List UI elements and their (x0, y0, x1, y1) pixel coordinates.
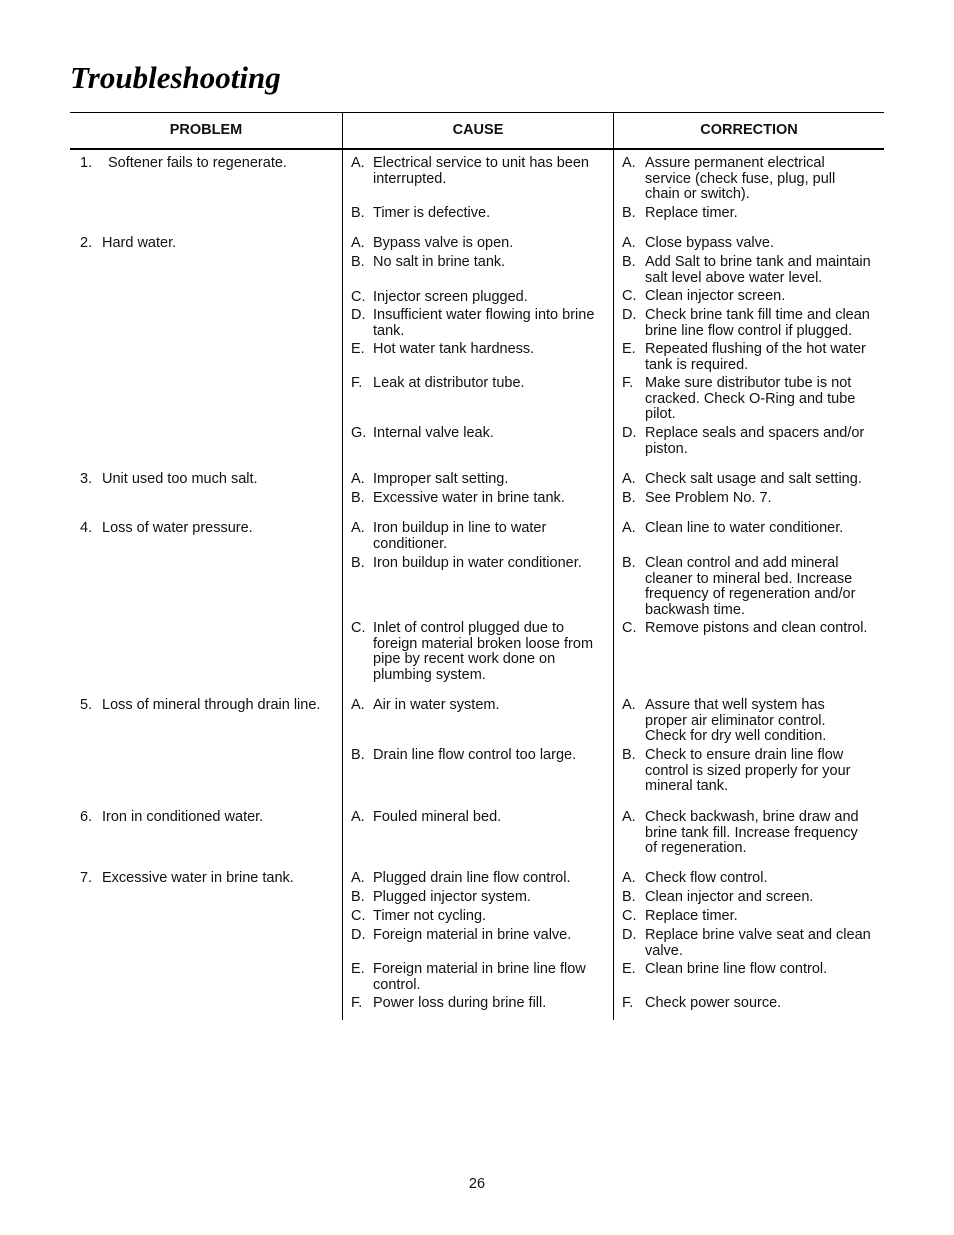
cause-letter: B. (351, 205, 365, 221)
correction-line: of regeneration. (645, 840, 747, 857)
cause-letter: F. (351, 995, 363, 1011)
correction-line: Check salt usage and salt setting. (645, 471, 862, 487)
correction-line: Check brine tank fill time and clean (645, 307, 870, 323)
correction-line: cleaner to mineral bed. Increase (645, 570, 853, 587)
cause-line: tank. (373, 322, 405, 339)
correction-line: Repeated flushing of the hot water (645, 341, 866, 357)
correction-line: salt level above water level. (645, 269, 823, 286)
correction-line: Replace seals and spacers and/or (645, 425, 865, 441)
cause-line: interrupted. (373, 170, 447, 187)
problem-text: Softener fails to regenerate. (108, 155, 287, 171)
cause-letter: A. (351, 471, 365, 487)
cause-letter: A. (351, 520, 365, 536)
correction-line: Clean brine line flow control. (645, 961, 828, 977)
cause-letter: C. (351, 620, 366, 636)
correction-line: valve. (645, 942, 683, 959)
cause-letter: A. (351, 155, 365, 171)
cause-line: control. (373, 976, 421, 993)
correction-letter: B. (622, 490, 636, 506)
cause-letter: E. (351, 961, 365, 977)
correction-line: Remove pistons and clean control. (645, 620, 868, 636)
cause-letter: A. (351, 235, 365, 251)
correction-line: backwash time. (645, 601, 745, 618)
correction-letter: F. (622, 375, 634, 391)
correction-line: Replace timer. (645, 205, 738, 221)
correction-letter: A. (622, 809, 636, 825)
cause-line: Timer is defective. (373, 205, 491, 221)
cause-letter: C. (351, 289, 366, 305)
cause-line: conditioner. (373, 535, 448, 552)
problem-text: Loss of water pressure. (102, 520, 253, 536)
correction-letter: D. (622, 425, 637, 441)
correction-line: chain or switch). (645, 186, 750, 203)
cause-line: Insufficient water flowing into brine (373, 307, 595, 323)
problem-number: 6. (80, 809, 93, 825)
correction-line: Close bypass valve. (645, 235, 774, 251)
correction-letter: D. (622, 927, 637, 943)
correction-line: brine tank fill. Increase frequency (645, 824, 858, 841)
problem-text: Loss of mineral through drain line. (102, 697, 321, 713)
cause-letter: E. (351, 341, 365, 357)
cause-letter: G. (351, 425, 367, 441)
correction-letter: B. (622, 254, 636, 270)
cause-line: Iron buildup in line to water (373, 520, 547, 536)
cause-line: plumbing system. (373, 666, 486, 683)
cause-line: foreign material broken loose from (373, 635, 594, 652)
column-header-problem: PROBLEM (169, 122, 243, 138)
correction-letter: A. (622, 870, 636, 886)
cause-letter: A. (351, 870, 365, 886)
correction-line: See Problem No. 7. (645, 490, 772, 506)
problem-text: Iron in conditioned water. (102, 809, 264, 825)
correction-line: Add Salt to brine tank and maintain (645, 254, 871, 270)
correction-line: Clean control and add mineral (645, 555, 839, 571)
correction-letter: C. (622, 620, 637, 636)
problem-number: 3. (80, 471, 93, 487)
correction-letter: B. (622, 889, 636, 905)
correction-line: Make sure distributor tube is not (645, 375, 852, 391)
cause-letter: B. (351, 747, 365, 763)
cause-line: Timer not cycling. (373, 908, 487, 924)
column-header-correction: CORRECTION (700, 122, 798, 138)
cause-letter: C. (351, 908, 366, 924)
cause-line: Inlet of control plugged due to (373, 620, 565, 636)
column-divider (613, 112, 614, 1020)
cause-line: Drain line flow control too large. (373, 747, 577, 763)
table-header-rule (70, 148, 884, 150)
correction-line: frequency of regeneration and/or (645, 586, 856, 603)
cause-line: Improper salt setting. (373, 471, 509, 487)
correction-line: Check flow control. (645, 870, 768, 886)
correction-letter: E. (622, 341, 636, 357)
cause-line: Leak at distributor tube. (373, 375, 525, 391)
cause-line: Hot water tank hardness. (373, 341, 535, 357)
correction-letter: F. (622, 995, 634, 1011)
correction-line: cracked. Check O-Ring and tube (645, 390, 856, 407)
cause-line: Bypass valve is open. (373, 235, 514, 251)
column-divider (342, 112, 343, 1020)
cause-line: Foreign material in brine valve. (373, 927, 572, 943)
cause-line: Injector screen plugged. (373, 289, 528, 305)
correction-line: Clean injector and screen. (645, 889, 814, 905)
cause-letter: B. (351, 490, 365, 506)
cause-letter: F. (351, 375, 363, 391)
problem-number: 1. (80, 155, 93, 171)
correction-letter: B. (622, 555, 636, 571)
correction-line: control is sized properly for your (645, 762, 851, 779)
correction-line: Check backwash, brine draw and (645, 809, 859, 825)
problem-text: Unit used too much salt. (102, 471, 258, 487)
cause-letter: A. (351, 809, 365, 825)
column-header-cause: CAUSE (452, 122, 504, 138)
correction-letter: A. (622, 697, 636, 713)
correction-line: Replace timer. (645, 908, 738, 924)
correction-line: Check power source. (645, 995, 782, 1011)
correction-letter: D. (622, 307, 637, 323)
cause-line: pipe by recent work done on (373, 651, 556, 668)
cause-letter: B. (351, 555, 365, 571)
correction-line: Check to ensure drain line flow (645, 747, 844, 763)
correction-line: Replace brine valve seat and clean (645, 927, 871, 943)
cause-line: Excessive water in brine tank. (373, 490, 565, 506)
correction-letter: A. (622, 520, 636, 536)
correction-line: piston. (645, 440, 688, 457)
cause-line: Internal valve leak. (373, 425, 494, 441)
cause-line: Electrical service to unit has been (373, 155, 589, 171)
cause-line: Fouled mineral bed. (373, 809, 502, 825)
correction-line: mineral tank. (645, 778, 729, 795)
cause-letter: B. (351, 889, 365, 905)
correction-letter: C. (622, 908, 637, 924)
table-top-rule (70, 112, 884, 113)
correction-letter: A. (622, 471, 636, 487)
correction-line: pilot. (645, 406, 676, 423)
cause-letter: D. (351, 927, 366, 943)
correction-line: tank is required. (645, 356, 749, 373)
correction-line: Assure permanent electrical (645, 155, 825, 171)
correction-letter: C. (622, 288, 637, 304)
cause-line: Plugged drain line flow control. (373, 870, 571, 886)
correction-letter: A. (622, 235, 636, 251)
cause-line: Air in water system. (373, 697, 500, 713)
cause-letter: A. (351, 697, 365, 713)
correction-line: Assure that well system has (645, 697, 825, 713)
problem-text: Excessive water in brine tank. (102, 870, 294, 886)
correction-letter: E. (622, 961, 636, 977)
correction-letter: B. (622, 205, 636, 221)
cause-letter: B. (351, 254, 365, 270)
cause-line: Power loss during brine fill. (373, 995, 547, 1011)
problem-number: 2. (80, 235, 93, 251)
correction-line: Clean injector screen. (645, 288, 786, 304)
cause-line: Plugged injector system. (373, 889, 531, 905)
correction-line: service (check fuse, plug, pull (645, 170, 836, 187)
correction-line: Check for dry well condition. (645, 728, 827, 745)
correction-line: brine line flow control if plugged. (645, 322, 853, 339)
problem-number: 7. (80, 870, 93, 886)
problem-text: Hard water. (102, 235, 177, 251)
cause-line: No salt in brine tank. (373, 254, 506, 270)
cause-line: Foreign material in brine line flow (373, 961, 586, 977)
cause-letter: D. (351, 307, 366, 323)
problem-number: 4. (80, 520, 93, 536)
correction-line: Clean line to water conditioner. (645, 520, 844, 536)
page-title: Troubleshooting (70, 60, 281, 95)
problem-number: 5. (80, 697, 93, 713)
correction-letter: A. (622, 155, 636, 171)
correction-letter: B. (622, 747, 636, 763)
cause-line: Iron buildup in water conditioner. (373, 555, 582, 571)
correction-line: proper air eliminator control. (645, 712, 826, 729)
page-number: 26 (468, 1176, 486, 1192)
